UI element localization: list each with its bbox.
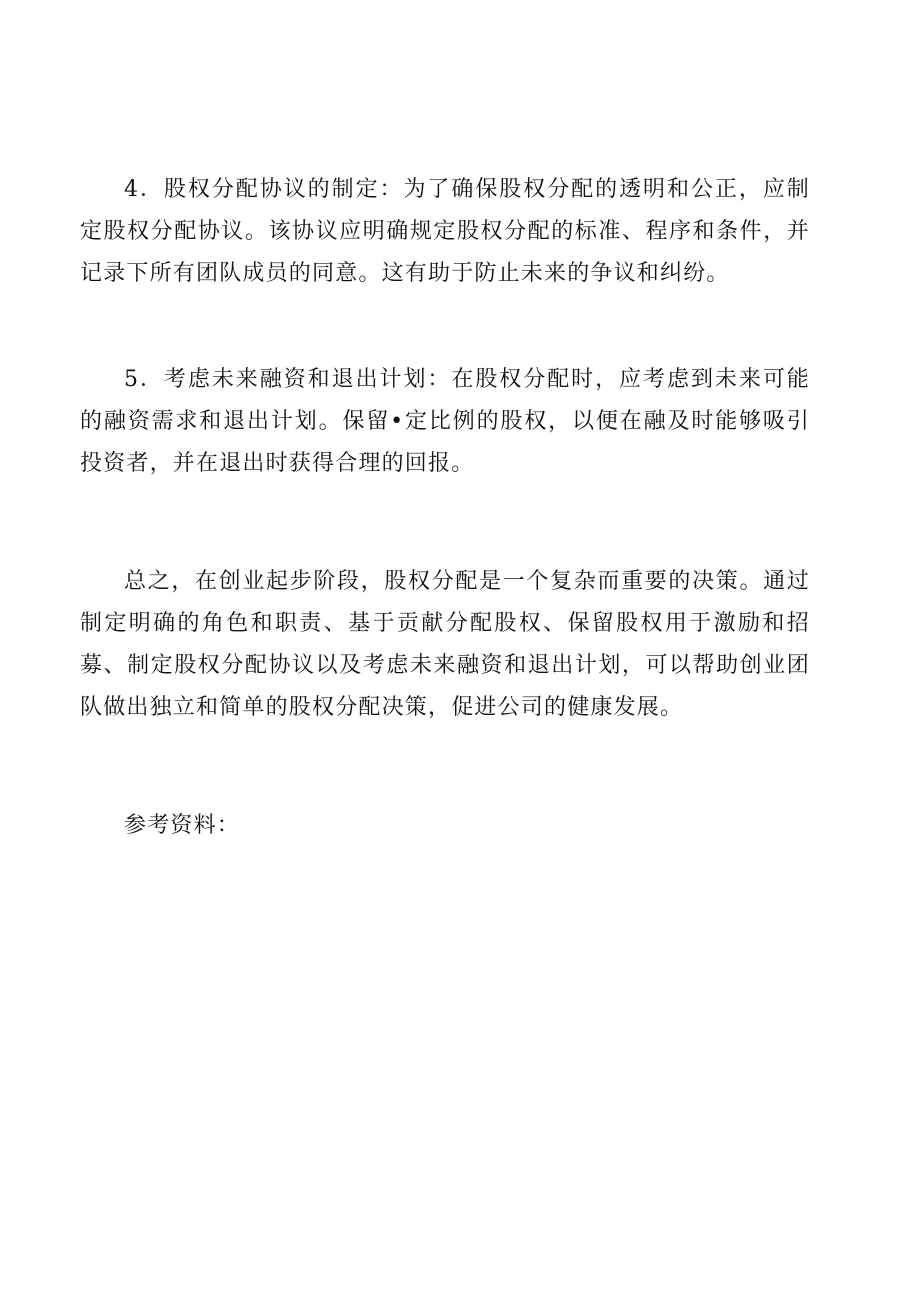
paragraph-future-financing: 5．考虑未来融资和退出计划：在股权分配时，应考虑到未来可能的融资需求和退出计划。保留•定比例的股权，以便在融及时能够吸引投资者，并在退出时获得合理的回报。 [80,367,810,476]
paragraph-equity-agreement: 4．股权分配协议的制定：为了确保股权分配的透明和公正，应制定股权分配协议。该协议应明确规定股权分配的标准、程序和条件，并记录下所有团队成员的同意。这有助于防止未来的争议和纠纷。 [80,177,810,286]
paragraph-references-heading: 参考资料： [124,813,241,838]
paragraph-summary: 总之，在创业起步阶段，股权分配是一个复杂而重要的决策。通过制定明确的角色和职责、基于贡献分配股权、保留股权用于激励和招募、制定股权分配协议以及考虑未来融资和退出计划，可以帮助创业团队做出独立和简单的股权分配决策，促进公司的健康发展。 [80,569,810,720]
